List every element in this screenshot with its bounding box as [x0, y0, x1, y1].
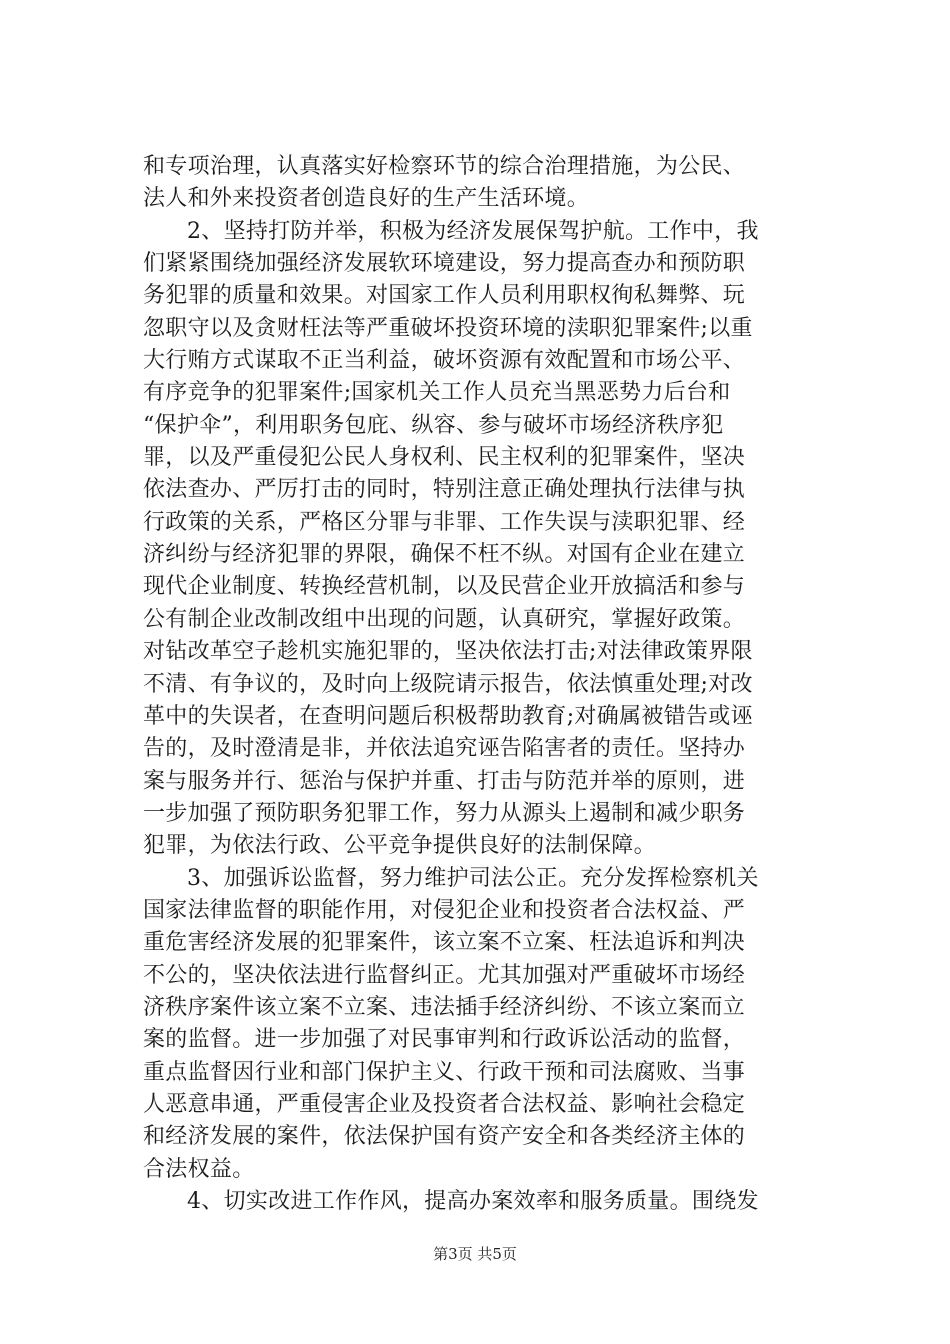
text-line: 革中的失误者，在查明问题后积极帮助教育;对确属被错告或诬: [143, 703, 753, 729]
text-line: 合法权益。: [143, 1156, 255, 1182]
text-line: “保护伞”，利用职务包庇、纵容、参与破坏市场经济秩序犯: [143, 412, 724, 438]
text-line: 4、切实改进工作作风，提高办案效率和服务质量。围绕发: [187, 1189, 759, 1214]
text-line: 行政策的关系，严格区分罪与非罪、工作失误与渎职犯罪、经: [143, 509, 746, 535]
text-line: 案与服务并行、惩治与保护并重、打击与防范并举的原则，进: [143, 768, 746, 794]
text-line: 罪，以及严重侵犯公民人身权利、民主权利的犯罪案件，坚决: [143, 445, 746, 471]
text-line: 忽职守以及贪财枉法等严重破坏投资环境的渎职犯罪案件;以重: [143, 315, 753, 341]
text-line: 对钻改革空子趁机实施犯罪的，坚决依法打击;对法律政策界限: [143, 639, 753, 665]
text-line: 济纠纷与经济犯罪的界限，确保不枉不纵。对国有企业在建立: [143, 542, 746, 568]
text-line: 法人和外来投资者创造良好的生产生活环境。: [143, 186, 590, 212]
text-line: 现代企业制度、转换经营机制，以及民营企业开放搞活和参与: [143, 574, 746, 600]
text-line: 重点监督因行业和部门保护主义、行政干预和司法腐败、当事: [143, 1059, 746, 1085]
text-line: 依法查办、严厉打击的同时，特别注意正确处理执行法律与执: [143, 477, 746, 503]
body-text: [143, 151, 823, 1218]
text-line: 告的，及时澄清是非，并依法追究诬告陷害者的责任。坚持办: [143, 736, 746, 762]
text-line: 不公的，坚决依法进行监督纠正。尤其加强对严重破坏市场经: [143, 962, 746, 988]
text-line: 重危害经济发展的犯罪案件，该立案不立案、枉法追诉和判决: [143, 930, 746, 956]
text-line: 济秩序案件该立案不立案、违法插手经济纠纷、不该立案而立: [143, 994, 746, 1020]
text-line: 案的监督。进一步加强了对民事审判和行政诉讼活动的监督，: [143, 1027, 746, 1053]
text-line: 们紧紧围绕加强经济发展软环境建设，努力提高查办和预防职: [143, 251, 746, 277]
text-line: 公有制企业改制改组中出现的问题，认真研究，掌握好政策。: [143, 606, 746, 632]
text-line: 和经济发展的案件，依法保护国有资产安全和各类经济主体的: [143, 1124, 746, 1150]
text-line: 务犯罪的质量和效果。对国家工作人员利用职权徇私舞弊、玩: [143, 283, 746, 309]
text-line: 犯罪，为依法行政、公平竞争提供良好的法制保障。: [143, 833, 656, 859]
text-line: 一步加强了预防职务犯罪工作，努力从源头上遏制和减少职务: [143, 800, 746, 826]
page-footer: 第3页 共5页: [433, 1245, 517, 1263]
text-line: 有序竞争的犯罪案件;国家机关工作人员充当黑恶势力后台和: [143, 380, 731, 406]
text-line: 和专项治理，认真落实好检察环节的综合治理措施，为公民、: [143, 154, 746, 179]
text-line: 国家法律监督的职能作用，对侵犯企业和投资者合法权益、严: [143, 897, 746, 923]
text-line: 3、加强诉讼监督，努力维护司法公正。充分发挥检察机关: [187, 865, 759, 891]
text-line: 大行贿方式谋取不正当利益，破坏资源有效配置和市场公平、: [143, 348, 746, 374]
text-line: 人恶意串通，严重侵害企业及投资者合法权益、影响社会稳定: [143, 1091, 746, 1117]
text-line: 2、坚持打防并举，积极为经济发展保驾护航。工作中，我: [187, 218, 759, 244]
text-line: 不清、有争议的，及时向上级院请示报告，依法慎重处理;对改: [143, 671, 753, 697]
